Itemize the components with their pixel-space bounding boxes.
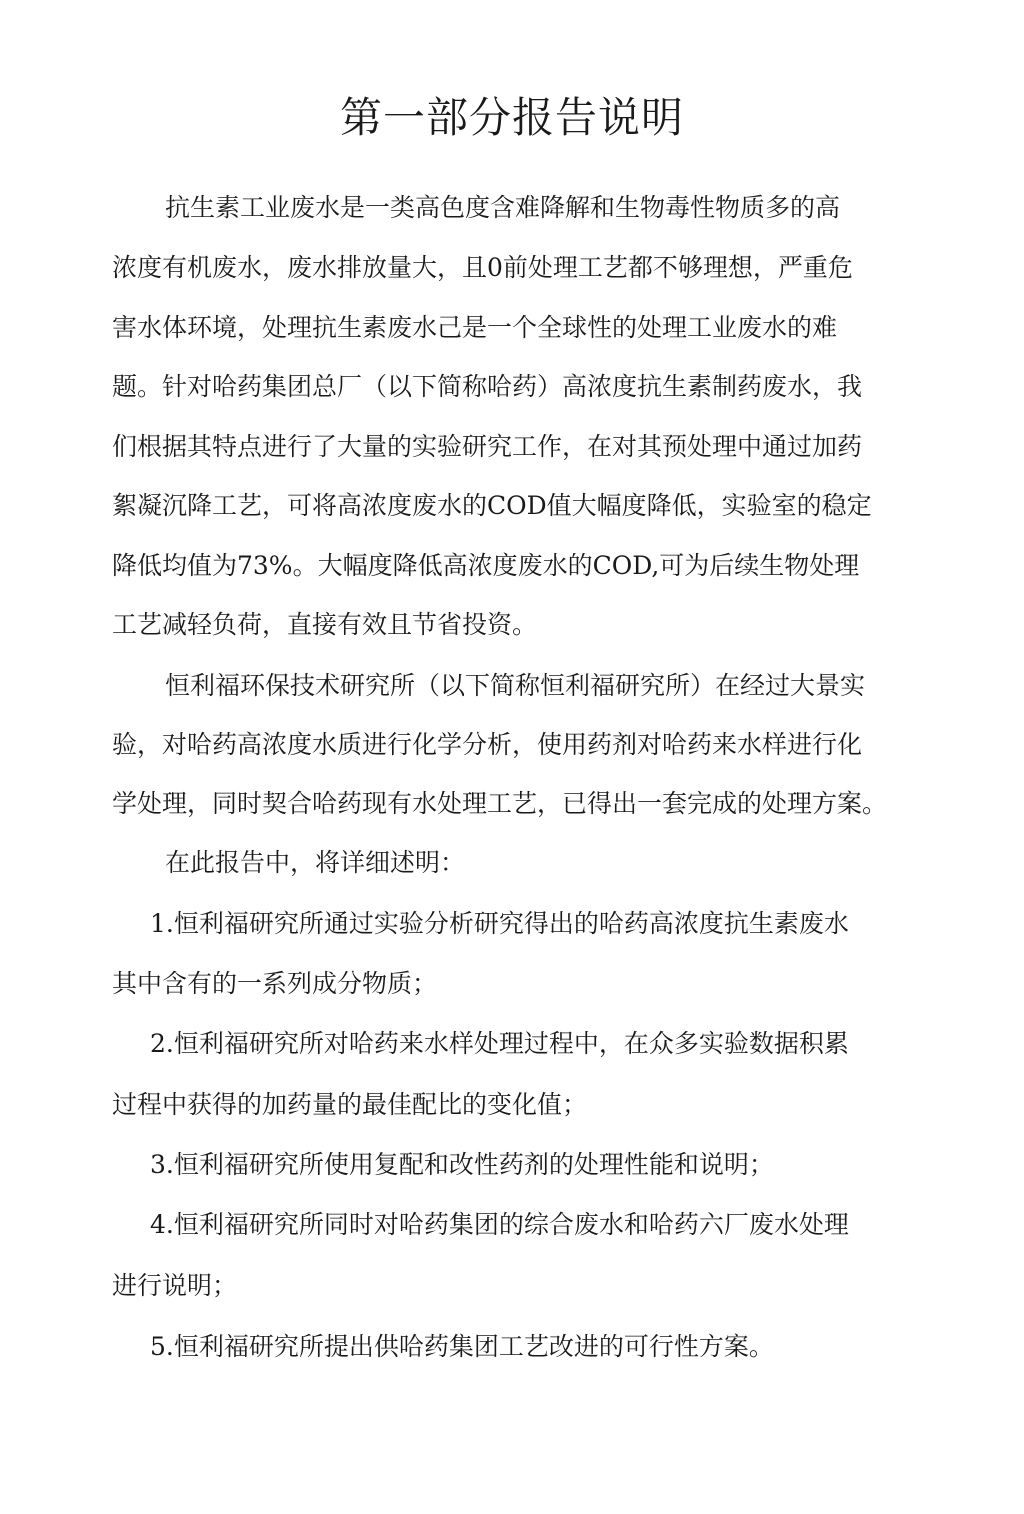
paragraph-1-line-5: 们根据其特点进行了大量的实验研究工作，在对其预处理中通过加药 [112, 432, 863, 461]
paragraph-1-line-7: 降低均值为73%。大幅度降低高浓度废水的COD,可为后续生物处理 [112, 551, 860, 580]
document-title: 第一部分报告说明 [339, 93, 684, 142]
list-item-1-line-2: 其中含有的一系列成分物质； [112, 969, 438, 998]
list-item-4-line-2: 进行说明； [112, 1271, 238, 1300]
paragraph-1-line-2: 浓度有机废水，废水排放量大，且0前处理工艺都不够理想，严重危 [112, 253, 853, 282]
paragraph-1-line-3: 害水体环境，处理抗生素废水己是一个全球性的处理工业废水的难 [112, 313, 838, 342]
paragraph-1-line-4: 题。针对哈药集团总厂（以下简称哈药）高浓度抗生素制药废水，我 [112, 372, 863, 401]
intro-line: 在此报告中，将详细述明： [165, 848, 466, 877]
list-item-5-line-1: 5.恒利福研究所提出供哈药集团工艺改进的可行性方案。 [150, 1332, 774, 1361]
paragraph-2-line-3: 学处理，同时契合哈药现有水处理工艺，已得出一套完成的处理方案。 [112, 789, 888, 818]
list-item-2-line-1: 2.恒利福研究所对哈药来水样处理过程中，在众多实验数据积累 [150, 1029, 849, 1058]
list-item-4-line-1: 4.恒利福研究所同时对哈药集团的综合废水和哈药六厂废水处理 [150, 1210, 849, 1239]
list-item-3-line-1: 3.恒利福研究所使用复配和改性药剂的处理性能和说明； [150, 1150, 774, 1179]
paragraph-1-line-6: 絮凝沉降工艺，可将高浓度废水的COD值大幅度降低，实验室的稳定 [112, 491, 872, 520]
paragraph-2-line-2: 验，对哈药高浓度水质进行化学分析，使用药剂对哈药来水样进行化 [112, 730, 863, 759]
list-item-1-line-1: 1.恒利福研究所通过实验分析研究得出的哈药高浓度抗生素废水 [150, 909, 849, 938]
paragraph-1-line-8: 工艺减轻负荷，直接有效且节省投资。 [112, 610, 538, 639]
list-item-2-line-2: 过程中获得的加药量的最佳配比的变化值； [112, 1090, 588, 1119]
paragraph-1-line-1: 抗生素工业废水是一类高色度含难降解和生物毒性物质多的高 [165, 193, 841, 222]
paragraph-2-line-1: 恒利福环保技术研究所（以下简称恒利福研究所）在经过大景实 [165, 671, 866, 700]
